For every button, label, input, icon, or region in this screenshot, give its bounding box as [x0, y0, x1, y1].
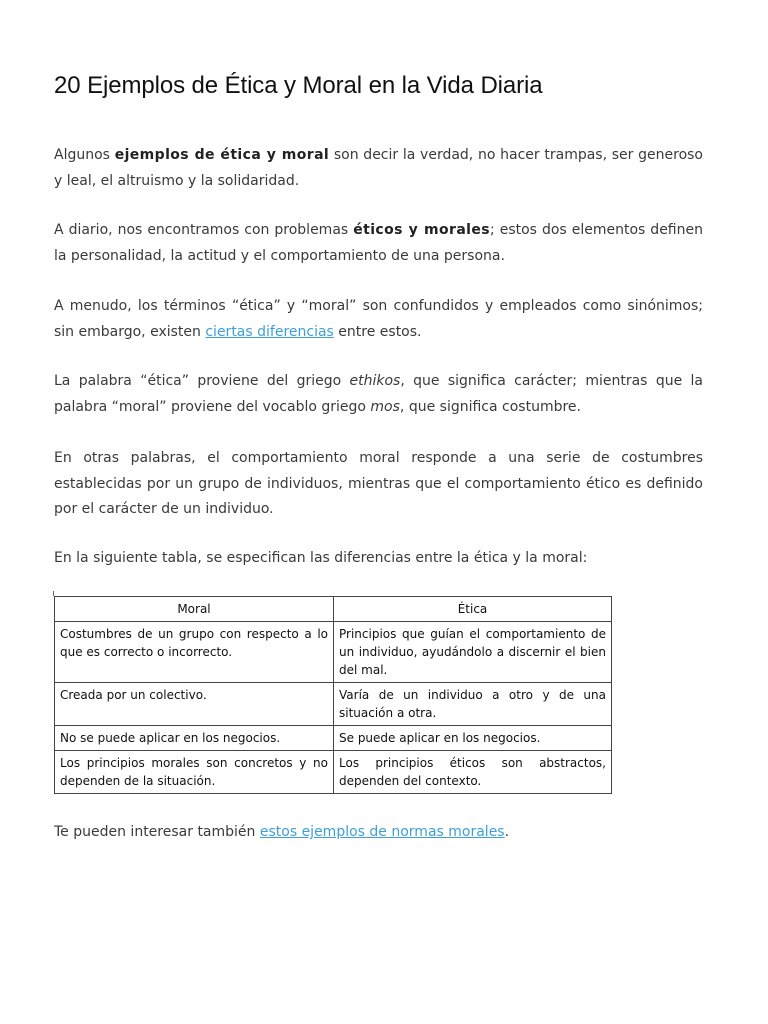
bold-text: éticos y morales — [353, 222, 490, 238]
italic-term: ethikos — [349, 373, 401, 389]
paragraph-text: . — [504, 824, 510, 840]
moral-norms-link[interactable]: estos ejemplos de normas morales — [259, 824, 505, 840]
table-cell: Costumbres de un grupo con respecto a lo que es correcto o incorrecto. — [55, 622, 334, 683]
paragraph-text: , que significa carácter; mientras que la palabra “moral” proviene del vocablo griego — [54, 373, 703, 415]
table-cell: Varía de un individuo a otro y de una situación a otra. — [334, 683, 612, 726]
paragraph-text: son decir la verdad, no hacer trampas, ser generoso y leal, el altruismo y la solidaridad. — [54, 147, 703, 189]
table-row — [55, 726, 612, 751]
paragraph-daily-problems — [54, 218, 703, 269]
table-cell: Se puede aplicar en los negocios. — [334, 726, 612, 751]
page-title: 20 Ejemplos de Ética y Moral en la Vida Diaria — [54, 72, 543, 99]
paragraph-etymology — [54, 369, 703, 420]
paragraph-other-words: En otras palabras, el comportamiento moral responde a una serie de costumbres establecidas por un grupo de individuos, mientras que el comportamiento ético es definido por el carácter de un individuo. — [54, 450, 703, 517]
table-row — [55, 622, 612, 683]
bold-text: ejemplos de ética y moral — [114, 147, 330, 163]
table-header-row — [55, 597, 612, 622]
paragraph-text: La palabra “ética” proviene del griego — [54, 373, 350, 389]
paragraph-text: A diario, nos encontramos con problemas — [54, 222, 354, 238]
paragraph-text: Te pueden interesar también — [54, 824, 260, 840]
table-cell: Los principios morales son concretos y no dependen de la situación. — [55, 751, 334, 794]
paragraph-confusion — [54, 294, 703, 345]
comparison-table — [54, 596, 612, 794]
table-row — [55, 751, 612, 794]
table-header: Moral — [55, 597, 334, 622]
paragraph-table-intro: En la siguiente tabla, se especifican las diferencias entre la ética y la moral: — [54, 550, 588, 566]
differences-link[interactable]: ciertas diferencias — [205, 323, 334, 340]
paragraph-text: entre estos. — [333, 323, 422, 340]
paragraph-text: ; estos dos elementos definen la personalidad, la actitud y el comportamiento de una persona. — [54, 222, 703, 264]
table-row — [55, 683, 612, 726]
table-cell: No se puede aplicar en los negocios. — [55, 726, 334, 751]
paragraph-text: , que significa costumbre. — [399, 398, 581, 415]
italic-term: mos — [370, 398, 400, 415]
table-cell: Los principios éticos son abstractos, dependen del contexto. — [334, 751, 612, 794]
table-cell: Principios que guían el comportamiento de un individuo, ayudándolo a discernir el bien del mal. — [334, 622, 612, 683]
paragraph-related — [54, 820, 703, 846]
table-header: Ética — [334, 597, 612, 622]
paragraph-intro — [54, 143, 703, 194]
paragraph-text: Algunos — [54, 147, 115, 163]
paragraph-text: A menudo, los términos “ética” y “moral” son confundidos y empleados como sinónimos; sin embargo, existen — [54, 298, 703, 340]
table-cell: Creada por un colectivo. — [55, 683, 334, 726]
